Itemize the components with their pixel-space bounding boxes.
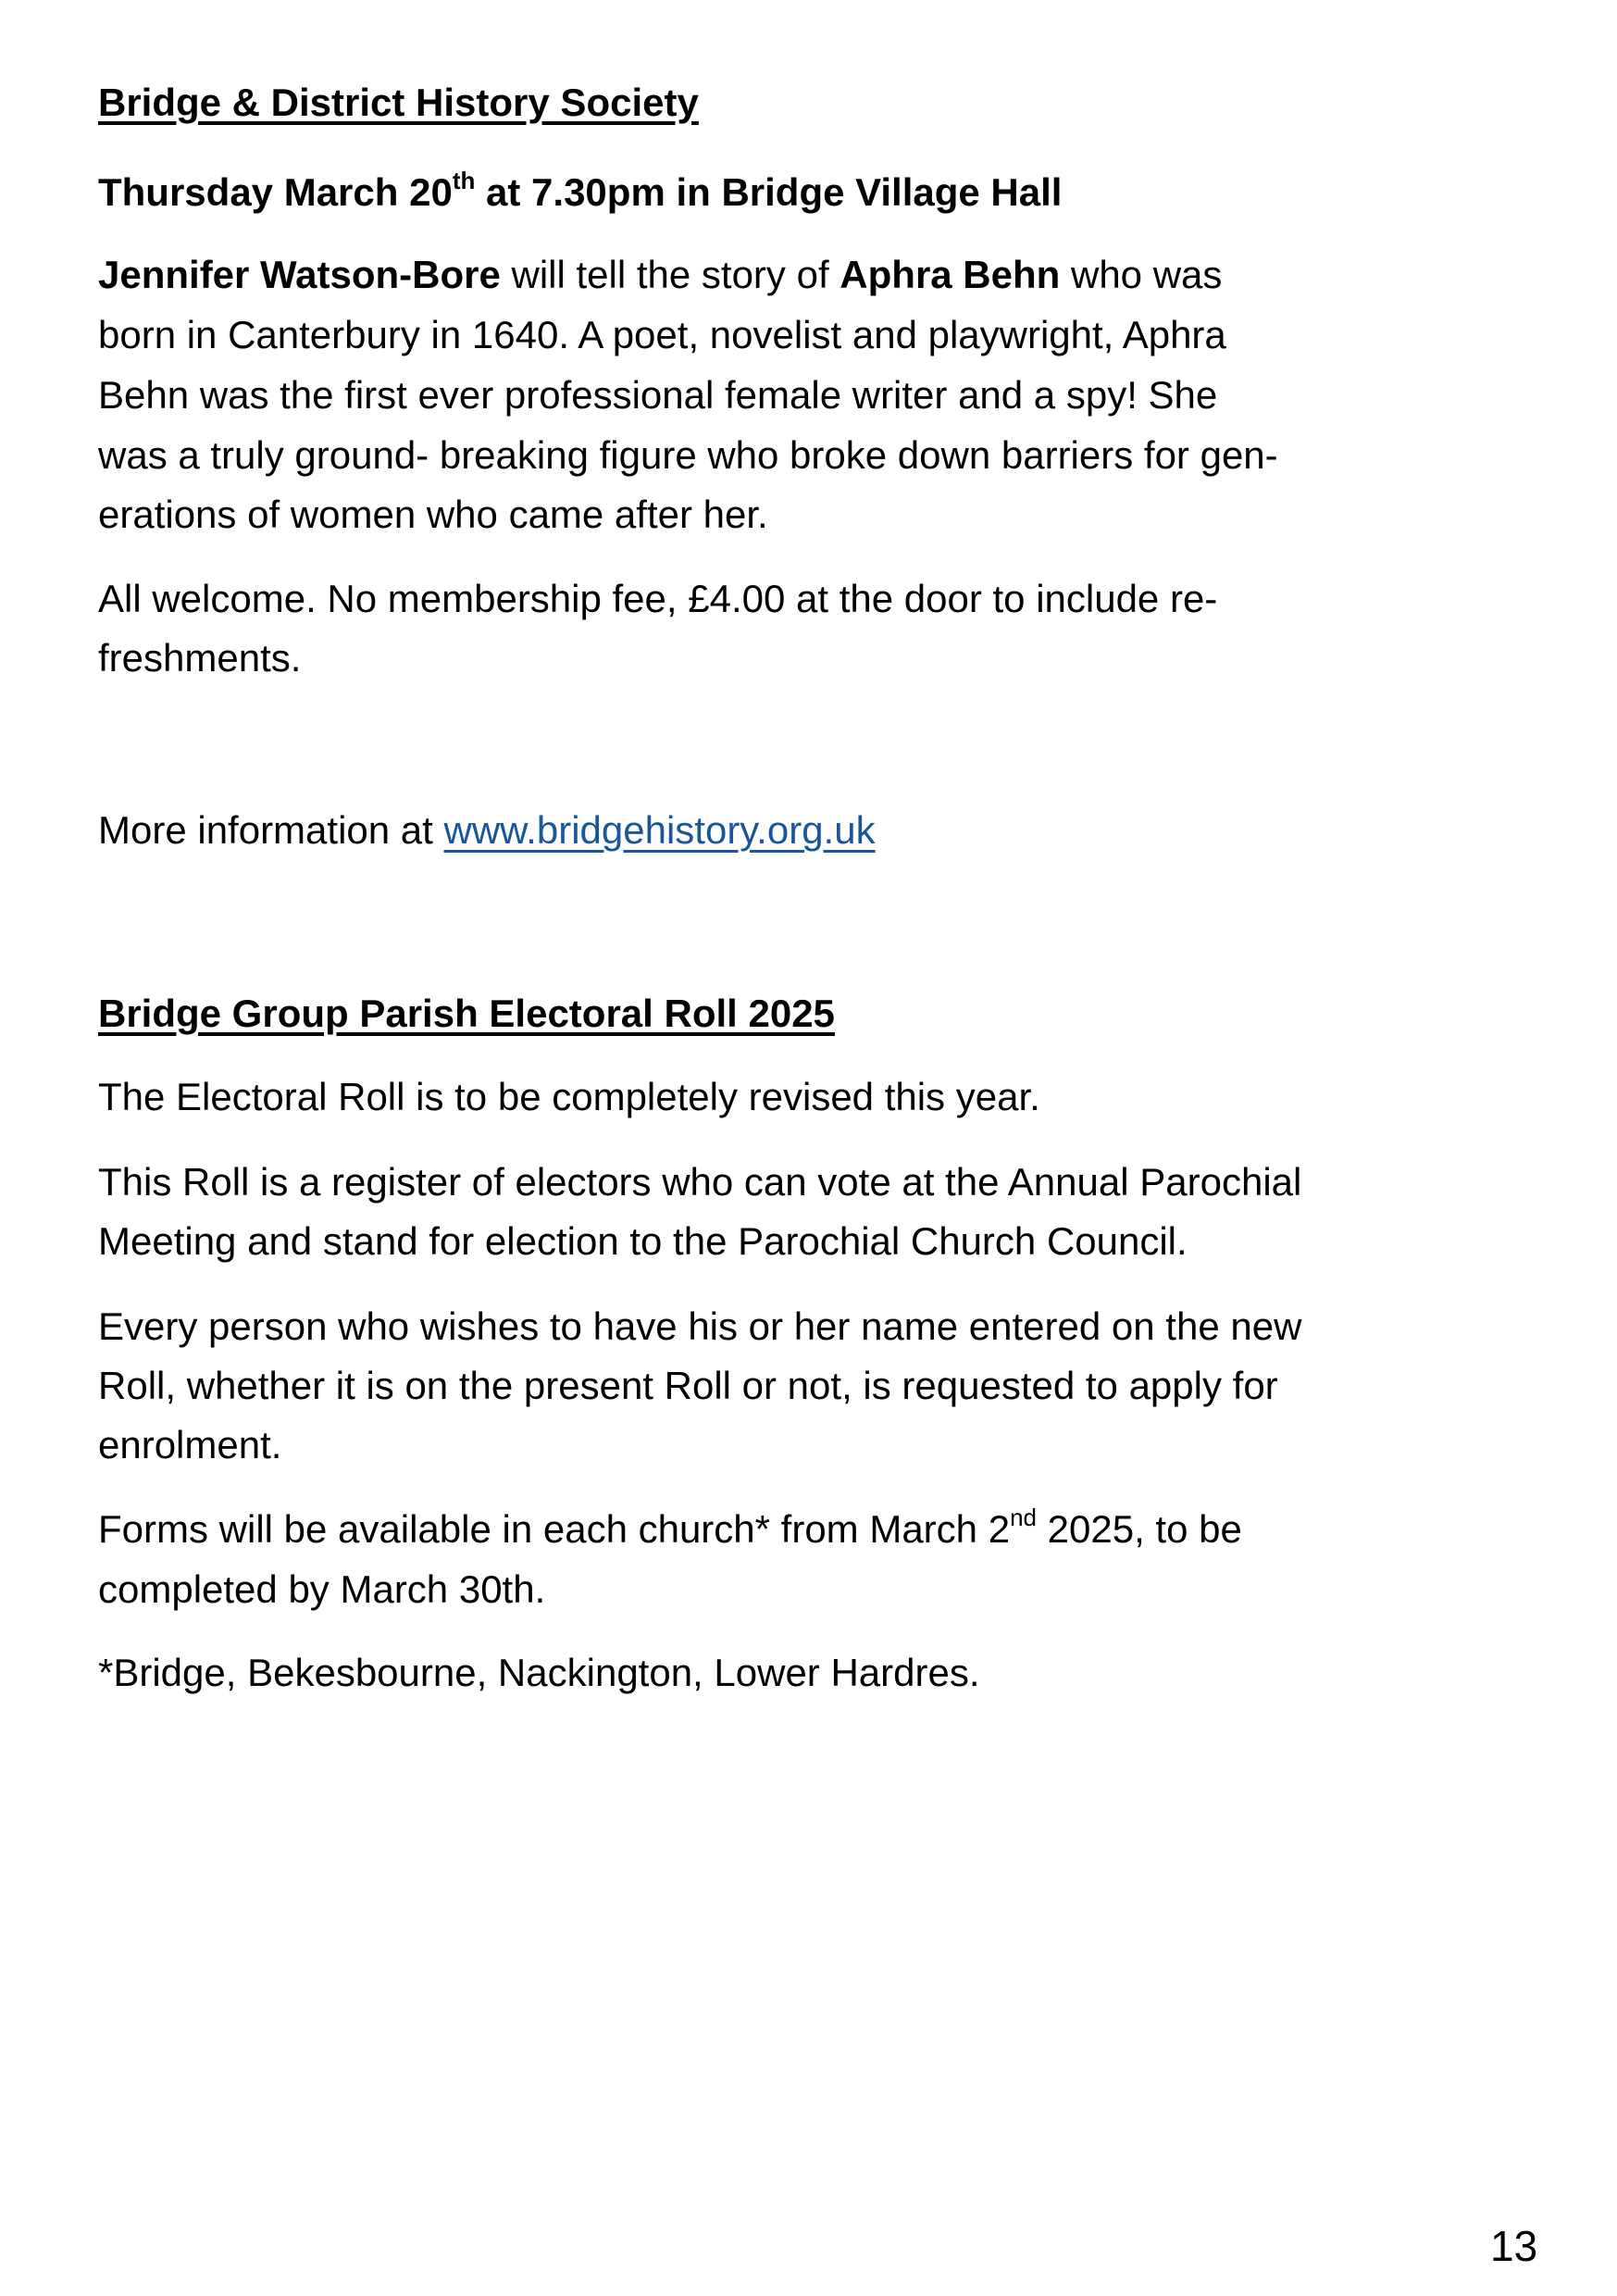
event-description-line [98,253,1223,296]
event-date-ordinal: th [452,167,476,194]
history-society-heading: Bridge & District History Society [98,81,699,124]
history-society-website-link[interactable]: www.bridgehistory.org.uk [443,808,876,852]
bold-name: Jennifer Watson-Bore [98,253,501,296]
description-text: born in Canterbury in 1640. A poet, novelist and playwright, Aphra [98,313,1226,356]
more-info-line [98,808,876,852]
description-text: was a truly ground- breaking figure who broke down barriers for gen- [98,433,1278,477]
more-info-label: More information at [98,808,444,852]
event-description-line [98,373,1218,417]
description-text: who was [1060,253,1223,296]
event-description-line [98,495,768,534]
churches-footnote: *Bridge, Bekesbourne, Nackington, Lower Hardres. [98,1651,980,1694]
electoral-roll-para3-line-2: Roll, whether it is on the present Roll or not, is requested to apply for [98,1364,1278,1407]
electoral-roll-para4-line-1 [98,1504,1242,1551]
description-text: erations of women who came after her. [98,493,768,536]
forms-available-text: Forms will be available in each church* from March 2 [98,1507,1011,1551]
electoral-roll-heading: Bridge Group Parish Electoral Roll 2025 [98,992,835,1035]
page-number: 13 [1490,2222,1538,2270]
event-date-suffix: at 7.30pm in Bridge Village Hall [475,170,1063,214]
electoral-roll-para3-line-3: enrolment. [98,1423,282,1466]
forms-date-ordinal: nd [1010,1504,1037,1531]
description-text: will tell the story of [500,253,840,296]
description-text: Behn was the first ever professional female writer and a spy! She [98,373,1218,417]
event-date-line [98,167,1063,214]
electoral-roll-para1-line-1: The Electoral Roll is to be completely revised this year. [98,1075,1040,1118]
event-date-prefix: Thursday March 20 [98,170,453,214]
bold-name: Aphra Behn [840,253,1061,296]
admission-line-1: All welcome. No membership fee, £4.00 at the door to include re- [98,577,1218,620]
event-description-line [98,433,1278,477]
electoral-roll-para2-line-2: Meeting and stand for election to the Parochial Church Council. [98,1219,1188,1263]
event-description-line [98,313,1226,356]
forms-available-text-end: 2025, to be [1036,1507,1242,1551]
electoral-roll-para3-line-1: Every person who wishes to have his or her name entered on the new [98,1304,1302,1348]
electoral-roll-para2-line-1: This Roll is a register of electors who can vote at the Annual Parochial [98,1160,1302,1204]
electoral-roll-para4-line-2: completed by March 30th. [98,1567,546,1611]
admission-line-2: freshments. [98,636,302,680]
